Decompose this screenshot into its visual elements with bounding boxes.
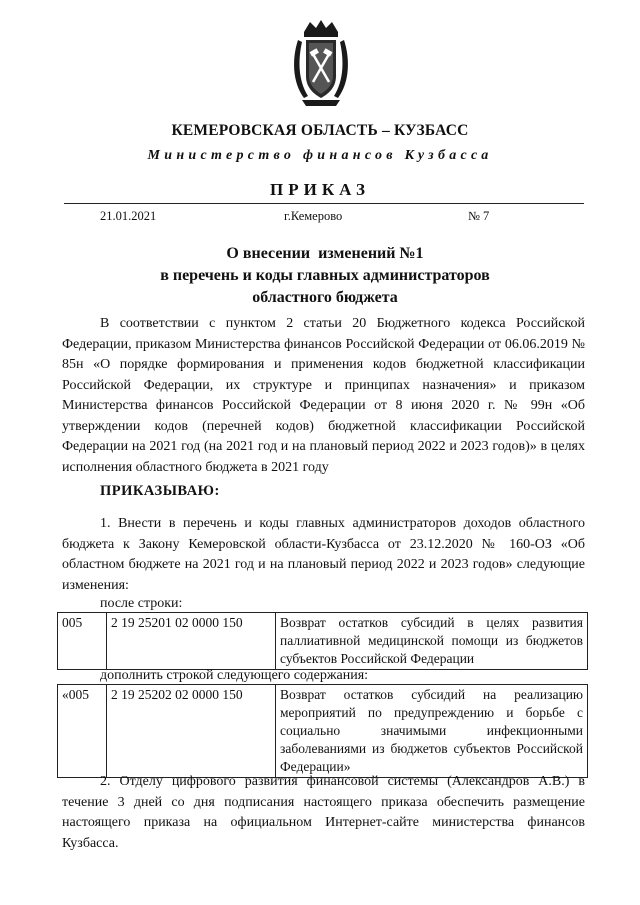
kbk-cell: 2 19 25202 02 0000 150 [107, 685, 276, 778]
kbk-cell: 2 19 25201 02 0000 150 [107, 613, 276, 670]
admin-code-cell: 005 [58, 613, 107, 670]
description-cell: Возврат остатков субсидий в целях развития паллиативной медицинской помощи из бюджетов субъектов Российской Федерации [276, 613, 588, 670]
kuzbass-coat-of-arms-icon [290, 18, 352, 110]
ministry-name: Министерство финансов Кузбасса [147, 148, 493, 163]
table-row [58, 613, 588, 670]
item-2-paragraph: 2. Отделу цифрового развития финансовой системы (Александров А.В.) в течение 3 дней со дня подписания настоящего приказа обеспечить размещение настоящего приказа на официальном Интернет-сайте министерства финансов Кузбасса. [62, 774, 585, 851]
table-row [58, 685, 588, 778]
order-date: 21.01.2021 [100, 209, 157, 223]
after-row-label: после строки: [100, 596, 183, 611]
organization-name: КЕМЕРОВСКАЯ ОБЛАСТЬ – КУЗБАСС [171, 122, 469, 139]
item-1-paragraph: 1. Внести в перечень и коды главных администраторов доходов областного бюджета к Закону Кемеровской области-Кузбасса от 23.12.2020 № 160-ОЗ «Об областном бюджете на 2021 год и на плановый период 2022 и 2023 годов» следующие изменения: [62, 516, 585, 593]
title-line-1: О внесении изменений №1 [226, 245, 424, 262]
prikazyvayu-heading: ПРИКАЗЫВАЮ: [100, 483, 220, 499]
preamble-paragraph: В соответствии с пунктом 2 статьи 20 Бюджетного кодекса Российской Федерации, приказом Министерства финансов Российской Федерации от 06.06.2019 № 85н «О порядке формирования и применения кодов бюджетной классификации Российской Федерации, их структуре и принципах назначения» и приказом Министерства финансов Российской Федерации от 8 июня 2020 г. № 99н «Об утверждении кодов (перечней кодов) бюджетной классификации Российской Федерации на 2021 год (на 2021 год и на плановый период 2022 и 2023 годов)» в целях исполнения областного бюджета в 2021 году [62, 316, 585, 475]
order-number: № 7 [468, 209, 490, 223]
existing-row-table [57, 612, 588, 670]
document-type: ПРИКАЗ [270, 180, 370, 199]
add-row-label: дополнить строкой следующего содержания: [100, 668, 369, 683]
admin-code-cell: «005 [58, 685, 107, 778]
order-city: г.Кемерово [284, 209, 343, 223]
order-title [60, 243, 590, 309]
header-divider [64, 203, 584, 204]
description-cell: Возврат остатков субсидий на реализацию мероприятий по предупреждению и борьбе с социально значимыми инфекционными заболеваниями из бюджетов субъектов Российской Федерации» [276, 685, 588, 778]
title-line-2: в перечень и коды главных администраторов [160, 267, 490, 284]
new-row-table [57, 684, 588, 778]
title-line-3: областного бюджета [252, 289, 398, 306]
